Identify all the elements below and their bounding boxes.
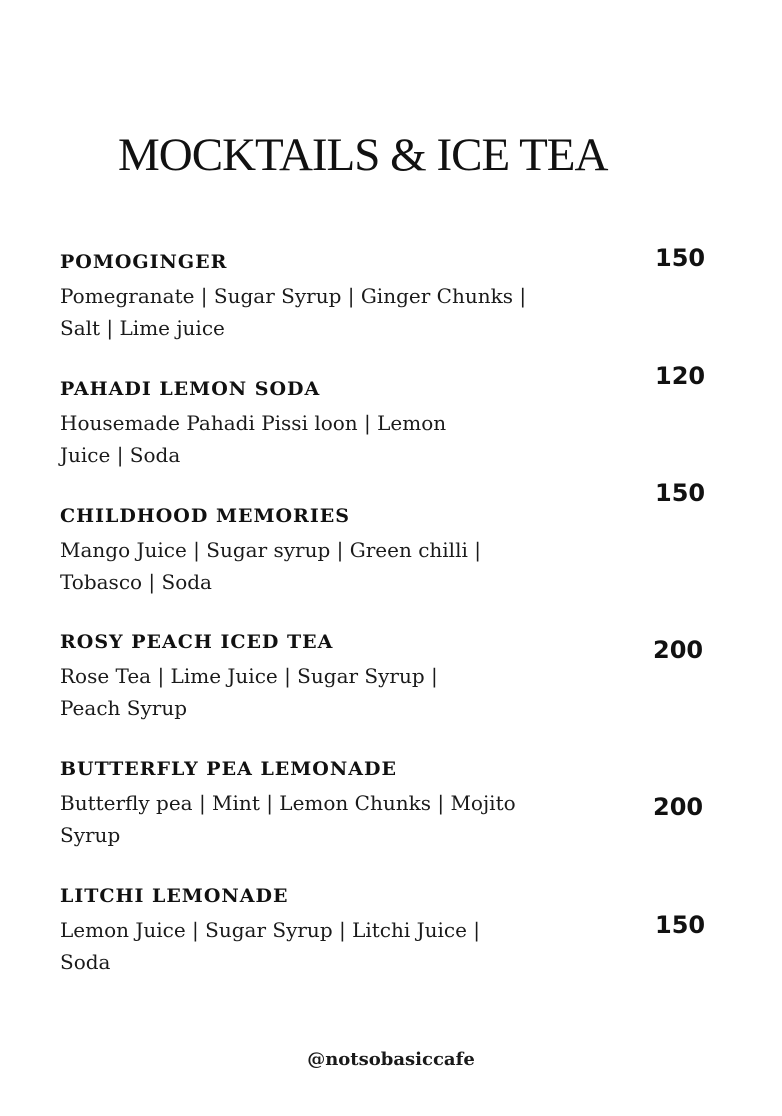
item-name: POMOGINGER bbox=[60, 251, 228, 273]
item-price: 150 bbox=[655, 479, 706, 507]
menu-title: MOCKTAILS & ICE TEA bbox=[118, 129, 608, 181]
item-description bbox=[60, 280, 600, 344]
item-name: CHILDHOOD MEMORIES bbox=[60, 505, 350, 527]
item-price: 150 bbox=[655, 911, 706, 939]
desc-line: Syrup bbox=[60, 823, 121, 847]
desc-line: Lemon Juice | Sugar Syrup | Litchi Juice | bbox=[60, 918, 481, 942]
desc-line: Soda bbox=[60, 950, 111, 974]
desc-line: Salt | Lime juice bbox=[60, 316, 225, 340]
menu-item-childhood-memories bbox=[60, 504, 600, 598]
item-name: PAHADI LEMON SODA bbox=[60, 378, 321, 400]
desc-line: Juice | Soda bbox=[60, 443, 181, 467]
item-price: 150 bbox=[655, 244, 706, 272]
item-description bbox=[60, 407, 600, 471]
item-price: 200 bbox=[653, 793, 704, 821]
desc-line: Tobasco | Soda bbox=[60, 570, 212, 594]
item-name: LITCHI LEMONADE bbox=[60, 885, 289, 907]
menu-item-litchi-lemonade bbox=[60, 884, 600, 978]
social-handle: @notsobasiccafe bbox=[307, 1049, 475, 1070]
menu-item-pahadi-lemon-soda bbox=[60, 377, 600, 471]
menu-item-pomoginger bbox=[60, 250, 600, 344]
menu-item-butterfly-pea-lemonade bbox=[60, 757, 600, 851]
desc-line: Butterfly pea | Mint | Lemon Chunks | Mojito bbox=[60, 791, 516, 815]
desc-line: Peach Syrup bbox=[60, 696, 188, 720]
desc-line: Pomegranate | Sugar Syrup | Ginger Chunks | bbox=[60, 284, 527, 308]
desc-line: Housemade Pahadi Pissi loon | Lemon bbox=[60, 411, 447, 435]
item-name: BUTTERFLY PEA LEMONADE bbox=[60, 758, 397, 780]
item-price: 200 bbox=[653, 636, 704, 664]
item-description bbox=[60, 534, 600, 598]
menu-item-rosy-peach-iced-tea bbox=[60, 630, 600, 724]
desc-line: Rose Tea | Lime Juice | Sugar Syrup | bbox=[60, 664, 438, 688]
item-name: ROSY PEACH ICED TEA bbox=[60, 631, 334, 653]
item-description bbox=[60, 787, 600, 851]
item-price: 120 bbox=[655, 362, 706, 390]
item-description bbox=[60, 660, 600, 724]
desc-line: Mango Juice | Sugar syrup | Green chilli | bbox=[60, 538, 481, 562]
item-description bbox=[60, 914, 600, 978]
